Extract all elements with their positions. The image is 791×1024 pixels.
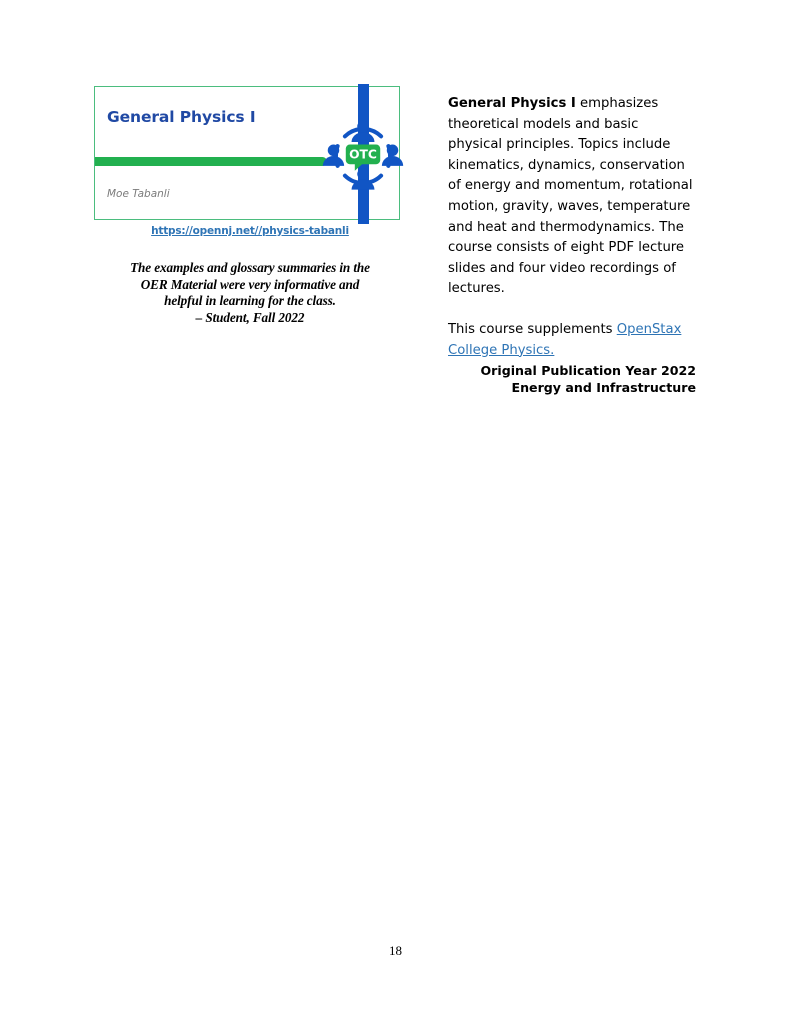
course-site-link[interactable]: https://opennj.net//physics-tabanli [151, 225, 349, 237]
supplement-lead-text: This course supplements [448, 321, 617, 337]
left-column [94, 86, 406, 326]
supplement-paragraph [448, 320, 696, 361]
course-description-body: emphasizes theoretical models and basic physical principles. Topics include kinematics, dynamics, conservation of energy and momentum, rotational motion, gravity, waves, temperature and heat and thermodynamics. The course consists of eight PDF lecture slides and four video recordings of lectures. [448, 96, 693, 297]
green-accent-bar [95, 157, 327, 166]
otc-logo-text: OTC [349, 147, 377, 162]
cover-title: General Physics I [107, 108, 256, 126]
course-description [448, 94, 696, 300]
right-column [448, 94, 696, 396]
otc-logo-icon [322, 115, 404, 197]
student-quote [94, 260, 406, 326]
subject-area: Energy and Infrastructure [511, 380, 696, 396]
course-name: General Physics I [448, 96, 576, 111]
quote-line: helpful in learning for the class. [164, 293, 336, 308]
cover-author: Moe Tabanli [107, 188, 170, 200]
openstax-college-physics-link[interactable]: OpenStax College Physics. [448, 321, 682, 358]
quote-line: OER Material were very informative and [140, 276, 360, 292]
publication-year: Original Publication Year 2022 [480, 363, 696, 379]
page-number: 18 [389, 943, 402, 958]
quote-attribution: – Student, Fall 2022 [195, 309, 305, 325]
course-cover-card [94, 86, 400, 220]
quote-line: The examples and glossary summaries in the [130, 260, 370, 275]
